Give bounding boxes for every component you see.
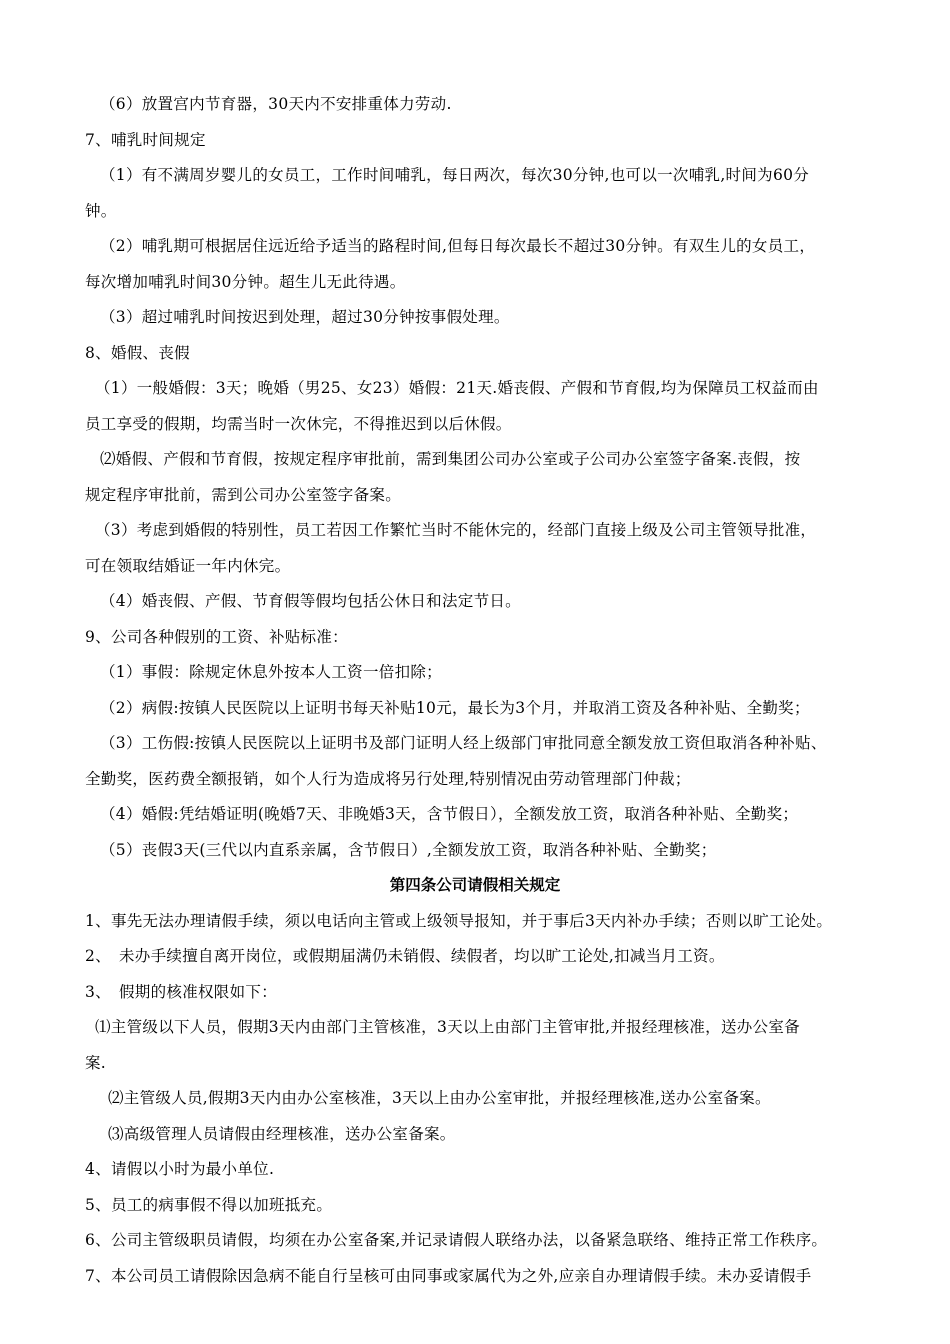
paragraph-line: 员工享受的假期，均需当时一次休完，不得推迟到以后休假。	[85, 415, 512, 433]
paragraph-line: （3）考虑到婚假的特别性，员工若因工作繁忙当时不能休完的，经部门直接上级及公司主管领导批准，	[95, 521, 817, 539]
paragraph-line: （6）放置宫内节育器，30天内不安排重体力劳动.	[100, 95, 452, 113]
paragraph-line: 全勤奖，医药费全额报销，如个人行为造成将另行处理,特别情况由劳动管理部门仲裁；	[85, 770, 691, 788]
paragraph-line: （3）超过哺乳时间按迟到处理，超过30分钟按事假处理。	[100, 308, 510, 326]
paragraph-line: （2）哺乳期可根据居住远近给予适当的路程时间,但每日每次最长不超过30分钟。有双生儿的女员工，	[100, 237, 816, 255]
paragraph-line: 案.	[85, 1054, 107, 1072]
paragraph-line: ⑵主管级人员,假期3天内由办公室核准，3天以上由办公室审批，并报经理核准,送办公室备案。	[108, 1089, 771, 1107]
paragraph-line: （1）有不满周岁婴儿的女员工，工作时间哺乳，每日两次，每次30分钟,也可以一次哺乳,时间为60分	[100, 166, 810, 184]
paragraph-line: ⑶高级管理人员请假由经理核准，送办公室备案。	[108, 1125, 456, 1143]
paragraph-line: 每次增加哺乳时间30分钟。超生儿无此待遇。	[85, 273, 406, 291]
article-heading: 第四条公司请假相关规定	[389, 876, 561, 894]
paragraph-line: （1）事假：除规定休息外按本人工资一倍扣除；	[100, 663, 442, 681]
paragraph-line: （4）婚丧假、产假、节育假等假均包括公休日和法定节日。	[100, 592, 521, 610]
paragraph-line: 6、公司主管级职员请假，均须在办公室备案,并记录请假人联络办法，以备紧急联络、维持正常工作秩序。	[85, 1231, 828, 1249]
paragraph-line: （5）丧假3天(三代以内直系亲属，含节假日）,全额发放工资，取消各种补贴、全勤奖；	[100, 841, 717, 859]
paragraph-line: 4、请假以小时为最小单位.	[85, 1160, 275, 1178]
paragraph-line: （1）一般婚假：3天；晚婚（男25、女23）婚假：21天.婚丧假、产假和节育假,均为保障员工权益而由	[95, 379, 819, 397]
section-heading-8: 8、婚假、丧假	[85, 344, 190, 362]
paragraph-line: （2）病假:按镇人民医院以上证明书每天补贴10元，最长为3个月，并取消工资及各种补贴、全勤奖；	[100, 699, 810, 717]
paragraph-line: 1、事先无法办理请假手续，须以电话向主管或上级领导报知，并于事后3天内补办手续；否则以旷工论处。	[85, 912, 833, 930]
paragraph-line: ⑵婚假、产假和节育假，按规定程序审批前，需到集团公司办公室或子公司办公室签字备案.丧假，按	[100, 450, 801, 468]
paragraph-line: 5、员工的病事假不得以加班抵充。	[85, 1196, 333, 1214]
paragraph-line: （3）工伤假:按镇人民医院以上证明书及部门证明人经上级部门审批同意全额发放工资但取消各种补贴、	[100, 734, 827, 752]
paragraph-line: （4）婚假:凭结婚证明(晚婚7天、非晚婚3天，含节假日），全额发放工资，取消各种补贴、全勤奖；	[100, 805, 799, 823]
paragraph-line: 7、本公司员工请假除因急病不能自行呈核可由同事或家属代为之外,应亲自办理请假手续。未办妥请假手	[85, 1267, 812, 1285]
paragraph-line: 3、 假期的核准权限如下：	[85, 983, 278, 1001]
paragraph-line: 可在领取结婚证一年内休完。	[85, 557, 291, 575]
paragraph-line: ⑴主管级以下人员，假期3天内由部门主管核准，3天以上由部门主管审批,并报经理核准，送办公室备	[95, 1018, 800, 1036]
section-heading-7: 7、哺乳时间规定	[85, 131, 206, 149]
paragraph-line: 钟。	[85, 202, 117, 220]
section-heading-9: 9、公司各种假别的工资、补贴标准：	[85, 628, 348, 646]
paragraph-line: 规定程序审批前，需到公司办公室签字备案。	[85, 486, 402, 504]
paragraph-line: 2、 未办手续擅自离开岗位，或假期届满仍未销假、续假者，均以旷工论处,扣减当月工资。	[85, 947, 725, 965]
